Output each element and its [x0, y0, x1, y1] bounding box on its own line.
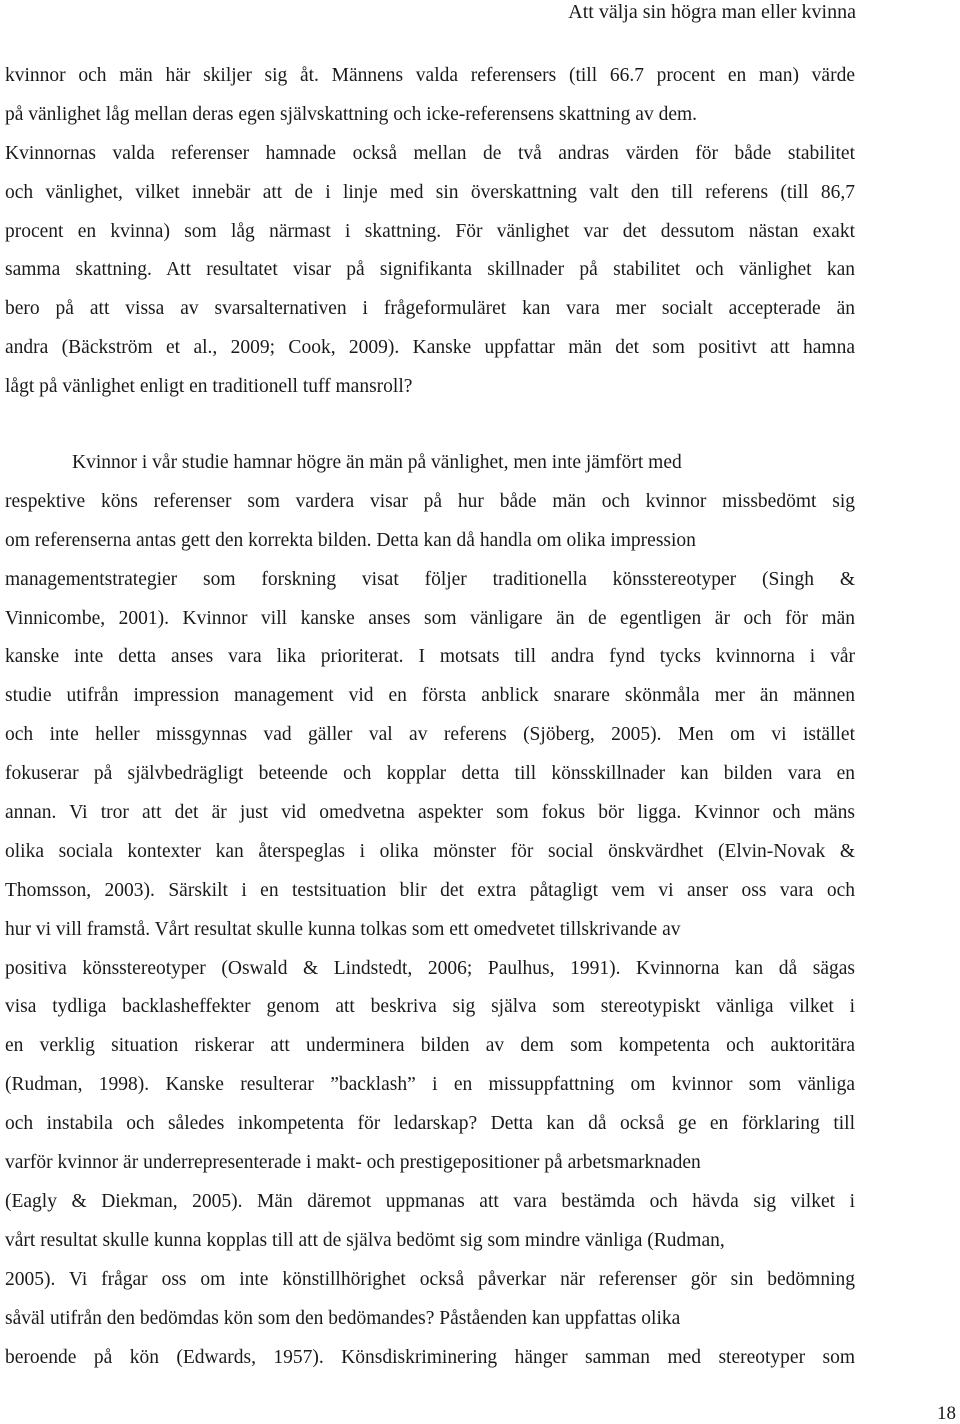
text-line: Kvinnornas valda referenser hamnade också mellan de två andras värden för både stabilitet — [5, 142, 855, 164]
running-header: Att välja sin högra man eller kvinna — [568, 1, 856, 23]
text-line: respektive köns referenser som vardera visar på hur både män och kvinnor missbedömt sig — [5, 490, 855, 512]
body-text — [5, 64, 855, 1384]
text-line: annan. Vi tror att det är just vid omedvetna aspekter som fokus bör ligga. Kvinnor och mäns — [5, 802, 855, 824]
text-line: på vänlighet låg mellan deras egen självskattning och icke-referensens skattning av dem. — [5, 103, 698, 125]
text-line: varför kvinnor är underrepresenterade i makt- och prestigepositioner på arbetsmarknaden — [5, 1152, 701, 1174]
text-line: och vänlighet, vilket innebär att de i linje med sin överskattning valt den till referens (till 86,7 — [5, 181, 855, 203]
text-line: andra (Bäckström et al., 2009; Cook, 2009). Kanske uppfattar män det som positivt att hamna — [5, 337, 855, 359]
page-number: 18 — [937, 1403, 956, 1424]
text-line: hur vi vill framstå. Vårt resultat skulle kunna tolkas som ett omedvetet tillskrivande av — [5, 918, 681, 940]
text-line: studie utifrån impression management vid en första anblick snarare skönmåla mer än männen — [5, 685, 855, 707]
text-line: bero på att vissa av svarsalternativen i frågeformuläret kan vara mer socialt accepterade än — [5, 298, 855, 320]
text-line: visa tydliga backlasheffekter genom att beskriva sig själva som stereotypiskt vänliga vilket i — [5, 996, 855, 1018]
text-line: fokuserar på självbedrägligt beteende och kopplar detta till könsskillnader kan bilden vara en — [5, 763, 855, 785]
text-line: såväl utifrån den bedömdas kön som den bedömandes? Påståenden kan uppfattas olika — [5, 1307, 681, 1329]
text-line: om referenserna antas gett den korrekta bilden. Detta kan då handla om olika impression — [5, 529, 696, 551]
text-line: Thomsson, 2003). Särskilt i en testsituation blir det extra påtagligt vem vi anser oss vara och — [5, 879, 855, 901]
text-line: 2005). Vi frågar oss om inte könstillhörighet också påverkar när referenser gör sin bedömning — [5, 1268, 855, 1290]
text-line: en verklig situation riskerar att underminera bilden av dem som kompetenta och auktoritära — [5, 1035, 855, 1057]
text-line: procent en kvinna) som låg närmast i skattning. För vänlighet var det dessutom nästan exakt — [5, 220, 855, 242]
text-line: kanske inte detta anses vara lika prioriterat. I motsats till andra fynd tycks kvinnorna i vår — [5, 646, 855, 668]
text-line: lågt på vänlighet enligt en traditionell tuff mansroll? — [5, 376, 413, 398]
text-line: beroende på kön (Edwards, 1957). Könsdiskriminering hänger samman med stereotyper som — [5, 1346, 855, 1368]
text-line: Vinnicombe, 2001). Kvinnor vill kanske anses som vänligare än de egentligen är och för män — [5, 607, 855, 629]
text-line: kvinnor och män här skiljer sig åt. Männens valda referensers (till 66.7 procent en man) värde — [5, 65, 855, 86]
text-line: vårt resultat skulle kunna kopplas till att de själva bedömt sig som mindre vänliga (Rudman, — [5, 1229, 725, 1251]
text-line: olika sociala kontexter kan återspeglas i olika mönster för social önskvärdhet (Elvin-Novak & — [5, 840, 855, 862]
text-line: (Rudman, 1998). Kanske resulterar ”backlash” i en missuppfattning om kvinnor som vänliga — [5, 1074, 855, 1096]
text-line: (Eagly & Diekman, 2005). Män däremot uppmanas att vara bestämda och hävda sig vilket i — [5, 1190, 855, 1212]
text-line: och instabila och således inkompetenta för ledarskap? Detta kan då också ge en förklaring till — [5, 1113, 855, 1135]
text-line: Kvinnor i vår studie hamnar högre än män på vänlighet, men inte jämfört med — [72, 452, 682, 474]
text-line: och inte heller missgynnas vad gäller val av referens (Sjöberg, 2005). Men om vi istället — [5, 724, 855, 746]
text-line: managementstrategier som forskning visat följer traditionella könsstereotyper (Singh & — [5, 568, 855, 590]
text-line: samma skattning. Att resultatet visar på signifikanta skillnader på stabilitet och vänlighet kan — [5, 259, 855, 281]
text-line: positiva könsstereotyper (Oswald & Lindstedt, 2006; Paulhus, 1991). Kvinnorna kan då sägas — [5, 957, 855, 979]
paragraph-gap — [5, 414, 855, 451]
